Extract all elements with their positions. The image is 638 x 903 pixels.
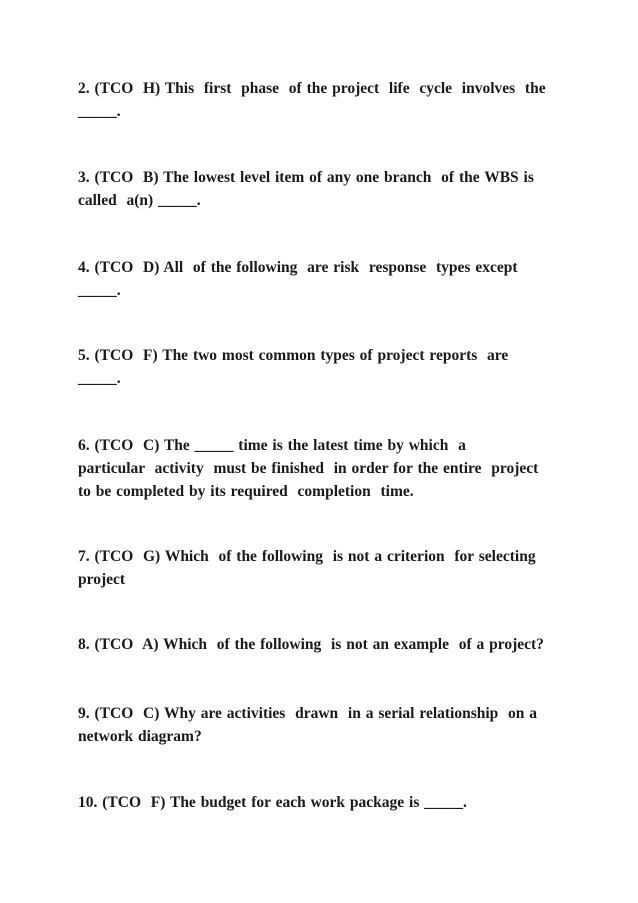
question-5: 5. (TCO F) The two most common types of project reports are _____. (78, 347, 509, 387)
question-8: 8. (TCO A) Which of the following is not an example of a project? (78, 636, 544, 653)
question-3: 3. (TCO B) The lowest level item of any one branch of the WBS is called a(n) _____. (78, 169, 534, 209)
question-4: 4. (TCO D) All of the following are risk response types except _____. (78, 259, 518, 299)
question-2: 2. (TCO H) This first phase of the project life cycle involves the _____. (78, 80, 546, 120)
question-9: 9. (TCO C) Why are activities drawn in a serial relationship on a network diagram? (78, 705, 538, 745)
question-6: 6. (TCO C) The _____ time is the latest time by which a particular activity must be finished in order for the entire project to be completed by its required completion time. (78, 437, 539, 500)
question-7: 7. (TCO G) Which of the following is not a criterion for selecting project (78, 548, 536, 588)
question-10: 10. (TCO F) The budget for each work package is _____. (78, 794, 467, 811)
